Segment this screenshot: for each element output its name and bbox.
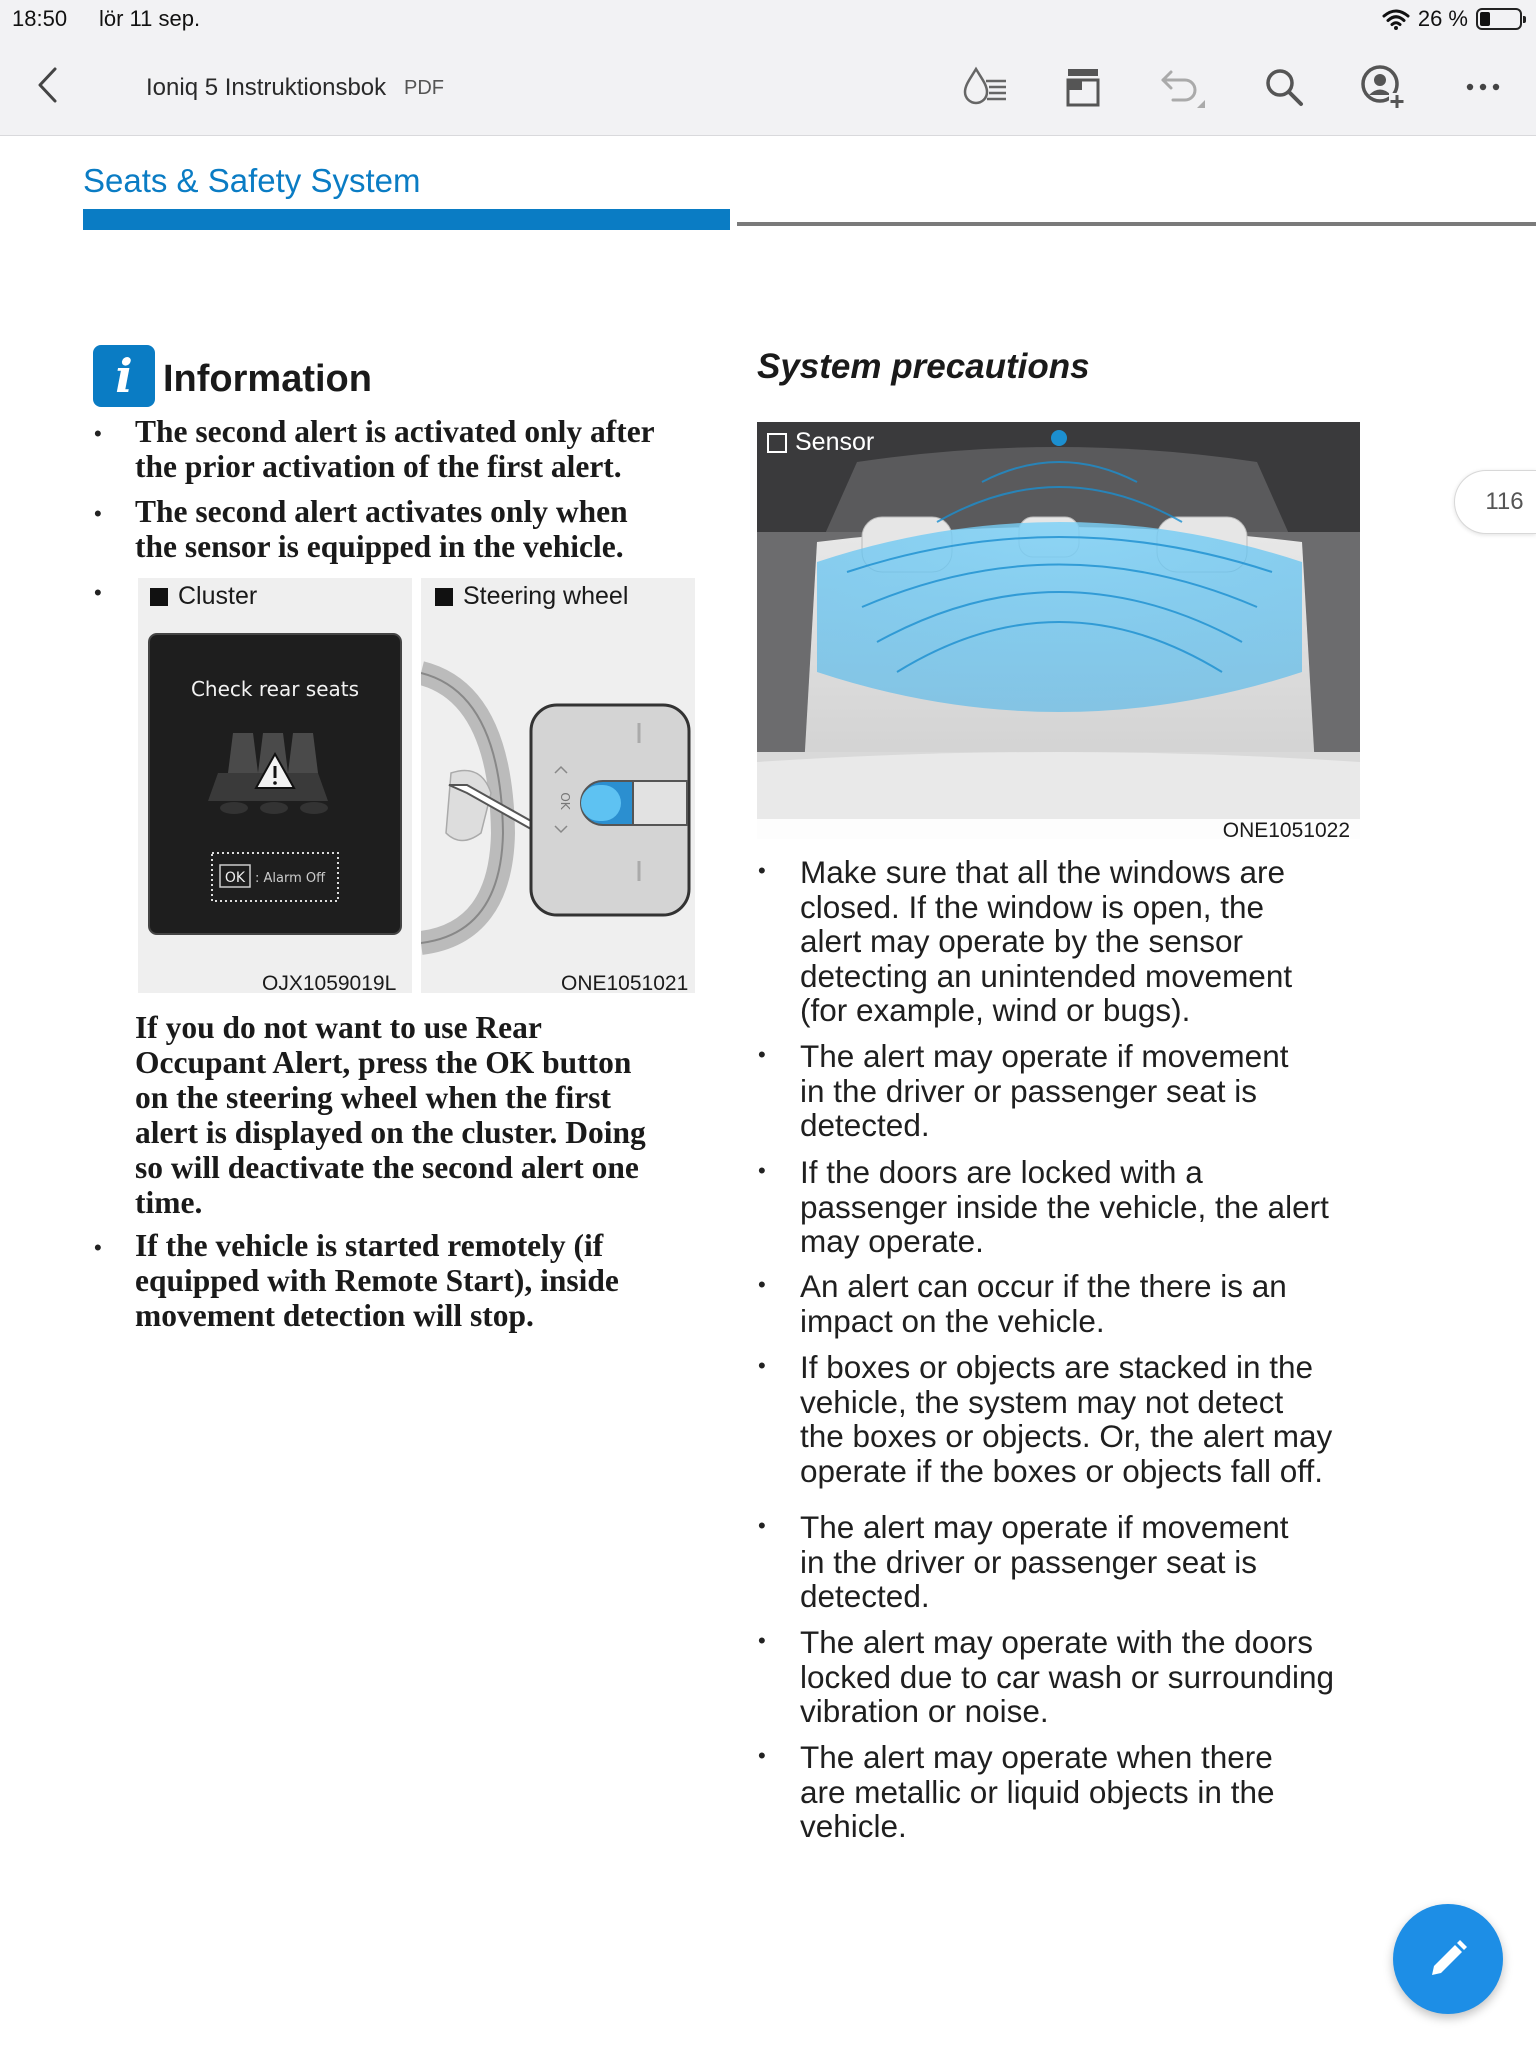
battery-percent: 26 % <box>1417 6 1468 31</box>
battery-icon <box>1476 8 1522 30</box>
figure-cluster-code: OJX1059019L <box>262 972 397 995</box>
info-bullet-4: If the vehicle is started remotely (if equipped with Remote Start), inside movement detection will stop. <box>135 1228 619 1333</box>
wifi-icon <box>1382 8 1410 30</box>
cluster-screen-text: Check rear seats <box>190 677 360 701</box>
share-button[interactable] <box>1358 62 1408 112</box>
status-bar <box>0 0 1536 38</box>
status-indicators <box>1382 6 1522 32</box>
section-title: Seats & Safety System <box>83 162 421 199</box>
bullet-dot: • <box>94 580 102 605</box>
page-layout-icon <box>1066 67 1100 107</box>
figure-steering-wheel <box>421 578 695 993</box>
bullet-dot: • <box>758 858 766 883</box>
cluster-display-illustration <box>148 633 402 935</box>
edit-fab-button[interactable] <box>1393 1904 1503 2014</box>
bullet-dot: • <box>758 1743 766 1768</box>
bullet-dot: • <box>758 1272 766 1297</box>
precaution-item: The alert may operate with the doors locked due to car wash or surrounding vibration or noise. <box>800 1624 1335 1729</box>
info-bullet-1: The second alert is activated only after the prior activation of the first alert. <box>135 414 655 484</box>
figure-sensor <box>757 422 1360 839</box>
precautions-title: System precautions <box>757 347 1090 386</box>
info-bullet-3-paragraph: If you do not want to use Rear Occupant Alert, press the OK button on the steering wheel when the first alert is displayed on the cluster. Doing so will deactivate the second alert one time. <box>135 1010 646 1220</box>
document-title: Ioniq 5 Instruktionsbok <box>146 74 387 101</box>
sensor-dot <box>1051 430 1067 446</box>
steering-ok-label: OK <box>558 792 572 810</box>
info-icon: i <box>93 345 155 407</box>
status-time: 18:50 <box>12 6 68 31</box>
figure-cluster <box>138 578 412 993</box>
precaution-item: If boxes or objects are stacked in the vehicle, the system may not detect the boxes or objects. Or, the alert may operate if the boxes or objects fall off. <box>800 1349 1333 1489</box>
undo-icon <box>1159 64 1207 110</box>
section-rule-blue <box>83 209 730 230</box>
section-rule-gray <box>737 222 1536 226</box>
reading-mode-button[interactable] <box>960 62 1010 112</box>
view-layout-button[interactable] <box>1058 62 1108 112</box>
info-bullet-2: The second alert activates only when the sensor is equipped in the vehicle. <box>135 494 628 564</box>
precaution-item: Make sure that all the windows are closed. If the window is open, the alert may operate by the sensor detecting an unintended movement (for example, wind or bugs). <box>800 854 1293 1028</box>
alarm-off-label: : Alarm Off <box>255 871 326 886</box>
precaution-item: An alert can occur if the there is an impact on the vehicle. <box>800 1268 1287 1339</box>
info-heading: Information <box>163 358 372 400</box>
ok-key-label: OK <box>224 870 246 886</box>
chevron-left-icon <box>35 66 59 104</box>
figure-steering-label: Steering wheel <box>435 582 628 611</box>
back-button[interactable] <box>24 62 70 108</box>
precaution-item: If the doors are locked with a passenger inside the vehicle, the alert may operate. <box>800 1154 1329 1259</box>
bullet-dot: • <box>758 1628 766 1653</box>
app-toolbar <box>0 38 1536 136</box>
figure-cluster-label: Cluster <box>150 582 257 611</box>
more-icon <box>1465 82 1501 92</box>
bullet-dot: • <box>94 501 102 526</box>
liquid-mode-icon <box>962 66 1008 108</box>
add-person-icon <box>1360 64 1406 110</box>
undo-button[interactable] <box>1158 62 1208 112</box>
bullet-dot: • <box>758 1513 766 1538</box>
figure-steering-code: ONE1051021 <box>561 972 689 995</box>
bullet-dot: • <box>758 1353 766 1378</box>
bullet-dot: • <box>94 1235 102 1260</box>
document-type: PDF <box>404 77 444 99</box>
sensor-cabin-illustration <box>757 422 1360 839</box>
bullet-dot: • <box>758 1042 766 1067</box>
search-button[interactable] <box>1259 62 1309 112</box>
page-number-indicator[interactable]: 116 <box>1454 470 1536 534</box>
figure-sensor-label: Sensor <box>767 428 874 457</box>
precaution-item: The alert may operate if movement in the driver or passenger seat is detected. <box>800 1038 1289 1143</box>
search-icon <box>1264 67 1304 107</box>
precaution-item: The alert may operate if movement in the driver or passenger seat is detected. <box>800 1509 1289 1614</box>
steering-wheel-illustration <box>421 633 695 958</box>
precaution-item: The alert may operate when there are metallic or liquid objects in the vehicle. <box>800 1739 1275 1844</box>
figure-sensor-code: ONE1051022 <box>1222 819 1350 839</box>
bullet-dot: • <box>758 1158 766 1183</box>
bullet-dot: • <box>94 421 102 446</box>
more-options-button[interactable] <box>1458 62 1508 112</box>
pencil-icon <box>1426 1937 1470 1981</box>
status-date: lör 11 sep. <box>99 6 201 31</box>
